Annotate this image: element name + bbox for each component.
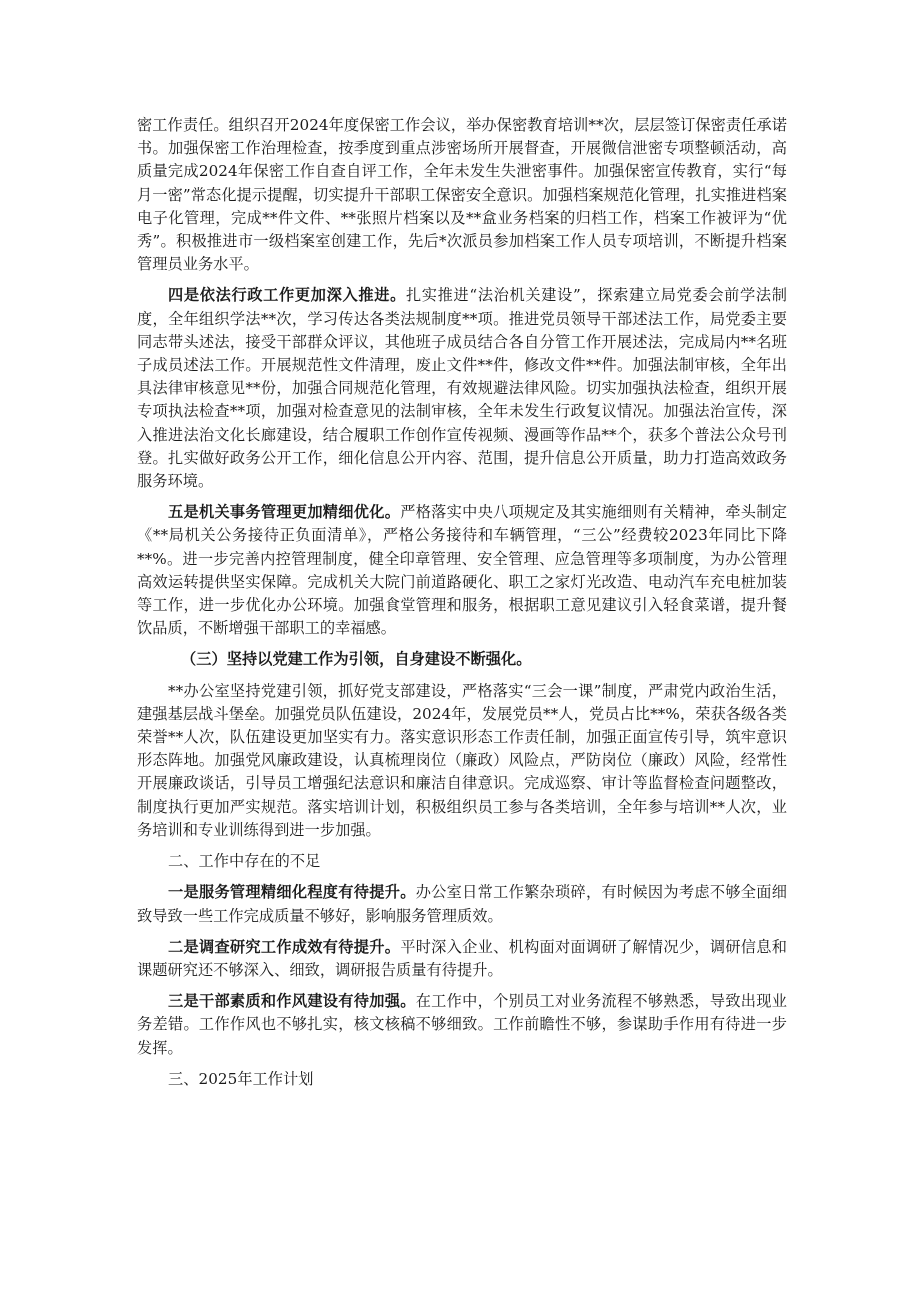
section-heading-work-plan: 三、2025年工作计划 (168, 1069, 314, 1088)
paragraph-shortcoming-service (137, 881, 787, 927)
paragraph-body: 平时深入企业、机构面对面调研了解情况少，调研信息和课题研究还不够深入、细致，调研报告质量有待提升。 (137, 937, 788, 979)
paragraph-body: 扎实推进“法治机关建设”，探索建立局党委会前学法制度，全年组织学法**次，学习传达各类法规制度**项。推进党员领导干部述法工作，局党委主要同志带头述法，接受干部群众评议，其他班子成员结合各自分管工作开展述法，完成局内**名班子成员述法工作。开展规范性文件清理，废止文件**件，修改文件**件。加强法制审核，全年出具法律审核意见**份，加强合同规范化管理，有效规避法律风险。切实加强执法检查，组织开展专项执法检查**项，加强对检查意见的法制审核，全年未发生行政复议情况。加强法治宣传，深入推进法治文化长廊建设，结合履职工作创作宣传视频、漫画等作品**个，获多个普法公众号刊登。扎实做好政务公开工作，细化信息公开内容、范围，提升信息公开质量，助力打造高效政务服务环境。 (137, 286, 788, 491)
section-heading-shortcomings: 二、工作中存在的不足 (168, 852, 321, 871)
paragraph-affairs-management (137, 501, 787, 640)
paragraph-lead: 五是机关事务管理更加精细优化。 (168, 503, 401, 522)
paragraph-lead: 二是调查研究工作成效有待提升。 (168, 937, 401, 956)
paragraph-lead: 四是依法行政工作更加深入推进。 (168, 286, 406, 305)
document-page (137, 114, 787, 1091)
paragraph-party-building: **办公室坚持党建引领，抓好党支部建设，严格落实“三会一课”制度，严肃党内政治生活，建强基层战斗堡垒。加强党员队伍建设，2024年，发展党员**人，党员占比**%，荣获各级各类荣誉**人次，队伍建设更加坚实有力。落实意识形态工作责任制，加强正面宣传引导，筑牢意识形态阵地。加强党风廉政建设，认真梳理岗位（廉政）风险点，严防岗位（廉政）风险，经常性开展廉政谈话，引导员工增强纪法意识和廉洁自律意识。完成巡察、审计等监督检查问题整改，制度执行更加严实规范。落实培训计划，积极组织员工参与各类培训，全年参与培训**人次，业务培训和专业训练得到进一步加强。 (137, 681, 787, 839)
paragraph-shortcoming-cadre (137, 990, 787, 1060)
section-heading-party-building: （三）坚持以党建工作为引领，自身建设不断强化。 (181, 650, 532, 669)
paragraph-lead: 三是干部素质和作风建设有待加强。 (168, 992, 416, 1011)
paragraph-confidentiality-archives: 密工作责任。组织召开2024年度保密工作会议，举办保密教育培训**次，层层签订保密责任承诺书。加强保密工作治理检查，按季度到重点涉密场所开展督查，开展微信泄密专项整顿活动，高质量完成2024年保密工作自查自评工作，全年未发生失泄密事件。加强保密宣传教育，实行“每月一密”常态化提示提醒，切实提升干部职工保密安全意识。加强档案规范化管理，扎实推进档案电子化管理，完成**件文件、**张照片档案以及**盒业务档案的归档工作，档案工作被评为“优秀”。积极推进市一级档案室创建工作，先后*次派员参加档案工作人员专项培训，不断提升档案管理员业务水平。 (137, 116, 787, 274)
paragraph-body: 在工作中，个别员工对业务流程不够熟悉，导致出现业务差错。工作作风也不够扎实，核文核稿不够细致。工作前瞻性不够，参谋助手作用有待进一步发挥。 (137, 992, 787, 1057)
paragraph-body: 严格落实中央八项规定及其实施细则有关精神，牵头制定《**局机关公务接待正负面清单》，严格公务接待和车辆管理，“三公”经费较2023年同比下降**%。进一步完善内控管理制度，健全印章管理、安全管理、应急管理等多项制度，为办公管理高效运转提供坚实保障。完成机关大院门前道路硬化、职工之家灯光改造、电动汽车充电桩加装等工作，进一步优化办公环境。加强食堂管理和服务，根据职工意见建议引入轻食菜谱，提升餐饮品质，不断增强干部职工的幸福感。 (137, 503, 788, 638)
paragraph-shortcoming-research (137, 936, 787, 982)
paragraph-rule-of-law (137, 284, 787, 493)
paragraph-body: 办公室日常工作繁杂琐碎，有时候因为考虑不够全面细致导致一些工作完成质量不够好，影响服务管理质效。 (137, 883, 787, 925)
paragraph-lead: 一是服务管理精细化程度有待提升。 (168, 883, 416, 902)
